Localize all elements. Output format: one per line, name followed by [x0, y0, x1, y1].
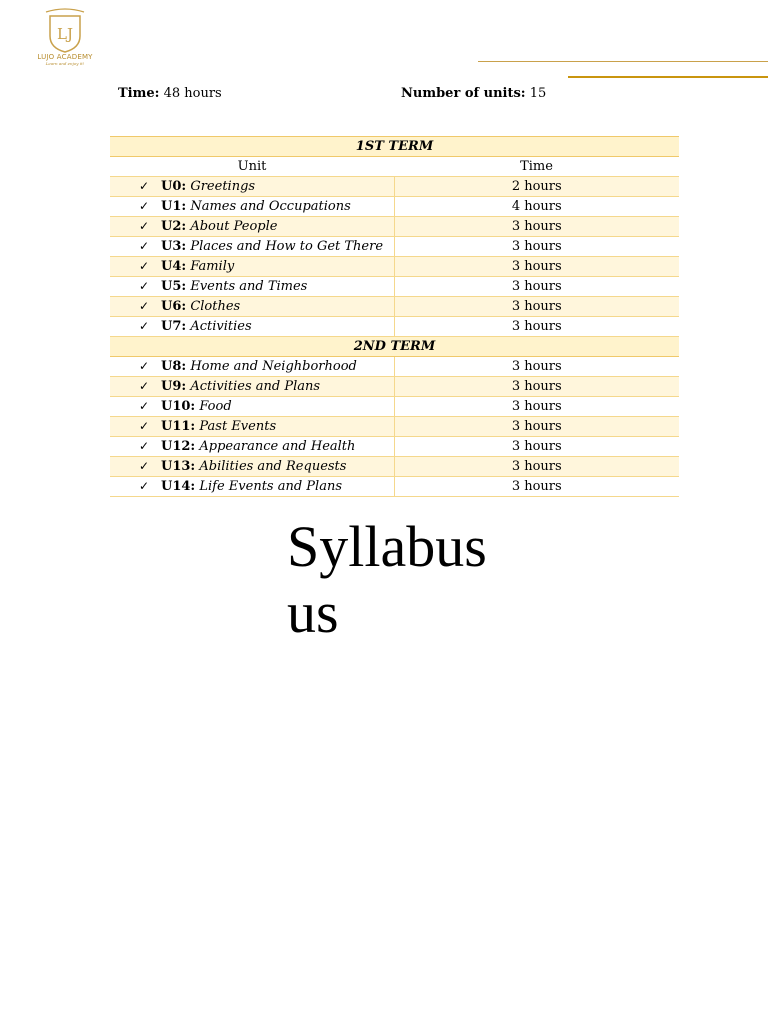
unit-cell — [110, 237, 394, 257]
unit-time: 3 hours — [394, 217, 679, 237]
column-header-row — [110, 157, 679, 177]
unit-title: Events and Times — [190, 279, 308, 294]
logo-monogram: LJ — [57, 25, 73, 43]
unit-row — [110, 457, 679, 477]
unit-time: 3 hours — [394, 297, 679, 317]
checkmark-icon: ✓ — [139, 379, 150, 393]
unit-cell — [110, 457, 394, 477]
unit-code: U7: — [161, 319, 187, 334]
unit-code: U12: — [161, 439, 196, 454]
syllabus-table — [110, 136, 679, 497]
total-time — [118, 86, 222, 101]
unit-time: 3 hours — [394, 397, 679, 417]
checkmark-icon: ✓ — [139, 259, 150, 273]
unit-title: Names and Occupations — [190, 199, 351, 214]
unit-row — [110, 477, 679, 497]
unit-title: Family — [190, 259, 235, 274]
unit-time: 3 hours — [394, 457, 679, 477]
unit-time: 3 hours — [394, 417, 679, 437]
unit-title: Clothes — [190, 299, 241, 314]
crest-icon — [40, 8, 90, 54]
units-value: 15 — [529, 86, 547, 101]
unit-code: U8: — [161, 359, 187, 374]
header-rule-top — [478, 61, 768, 62]
unit-cell — [110, 257, 394, 277]
checkmark-icon: ✓ — [139, 279, 150, 293]
unit-row — [110, 197, 679, 217]
checkmark-icon: ✓ — [139, 239, 150, 253]
unit-title: Food — [199, 399, 232, 414]
unit-count — [401, 86, 546, 101]
unit-column-header: Unit — [110, 157, 394, 177]
term-heading-row — [110, 337, 679, 357]
unit-cell — [110, 317, 394, 337]
time-column-header: Time — [394, 157, 679, 177]
unit-title: About People — [190, 219, 278, 234]
unit-time: 4 hours — [394, 197, 679, 217]
units-label: Number of units: — [401, 86, 526, 101]
header-rule-bottom — [568, 76, 768, 78]
unit-title: Life Events and Plans — [199, 479, 343, 494]
syllabus-title: Syllabus us — [287, 514, 487, 645]
checkmark-icon: ✓ — [139, 359, 150, 373]
checkmark-icon: ✓ — [139, 199, 150, 213]
unit-cell — [110, 377, 394, 397]
term-2-heading: 2ND TERM — [110, 337, 679, 357]
unit-title: Past Events — [199, 419, 277, 434]
unit-time: 3 hours — [394, 377, 679, 397]
unit-code: U0: — [161, 179, 187, 194]
checkmark-icon: ✓ — [139, 419, 150, 433]
unit-time: 2 hours — [394, 177, 679, 197]
unit-row — [110, 317, 679, 337]
unit-cell — [110, 197, 394, 217]
unit-cell — [110, 477, 394, 497]
checkmark-icon: ✓ — [139, 299, 150, 313]
unit-cell — [110, 217, 394, 237]
unit-code: U13: — [161, 459, 196, 474]
checkmark-icon: ✓ — [139, 179, 150, 193]
unit-row — [110, 297, 679, 317]
time-value: 48 hours — [163, 86, 222, 101]
logo-tagline: Learn and enjoy it! — [45, 61, 85, 66]
unit-row — [110, 417, 679, 437]
unit-code: U5: — [161, 279, 187, 294]
term-1-heading: 1ST TERM — [110, 137, 679, 157]
checkmark-icon: ✓ — [139, 319, 150, 333]
time-label: Time: — [118, 86, 160, 101]
unit-row — [110, 237, 679, 257]
unit-title: Abilities and Requests — [199, 459, 347, 474]
unit-code: U2: — [161, 219, 187, 234]
unit-code: U4: — [161, 259, 187, 274]
checkmark-icon: ✓ — [139, 459, 150, 473]
unit-code: U10: — [161, 399, 196, 414]
checkmark-icon: ✓ — [139, 479, 150, 493]
term-heading-row — [110, 137, 679, 157]
unit-code: U3: — [161, 239, 187, 254]
unit-cell — [110, 397, 394, 417]
unit-row — [110, 217, 679, 237]
unit-code: U11: — [161, 419, 196, 434]
unit-code: U6: — [161, 299, 187, 314]
unit-row — [110, 257, 679, 277]
unit-cell — [110, 297, 394, 317]
unit-row — [110, 277, 679, 297]
unit-time: 3 hours — [394, 257, 679, 277]
academy-logo — [34, 8, 96, 70]
unit-title: Appearance and Health — [199, 439, 356, 454]
checkmark-icon: ✓ — [139, 399, 150, 413]
logo-name: LUJO ACADEMY — [37, 53, 93, 61]
unit-time: 3 hours — [394, 317, 679, 337]
unit-title: Activities and Plans — [190, 379, 321, 394]
checkmark-icon: ✓ — [139, 219, 150, 233]
unit-time: 3 hours — [394, 277, 679, 297]
unit-time: 3 hours — [394, 357, 679, 377]
unit-code: U14: — [161, 479, 196, 494]
unit-row — [110, 177, 679, 197]
unit-cell — [110, 177, 394, 197]
unit-code: U1: — [161, 199, 187, 214]
unit-time: 3 hours — [394, 237, 679, 257]
unit-row — [110, 437, 679, 457]
unit-time: 3 hours — [394, 437, 679, 457]
checkmark-icon: ✓ — [139, 439, 150, 453]
unit-time: 3 hours — [394, 477, 679, 497]
unit-cell — [110, 417, 394, 437]
unit-cell — [110, 357, 394, 377]
unit-title: Places and How to Get There — [190, 239, 384, 254]
unit-cell — [110, 277, 394, 297]
unit-row — [110, 357, 679, 377]
unit-row — [110, 397, 679, 417]
unit-title: Activities — [190, 319, 252, 334]
unit-title: Greetings — [190, 179, 256, 194]
unit-row — [110, 377, 679, 397]
unit-title: Home and Neighborhood — [190, 359, 357, 374]
unit-cell — [110, 437, 394, 457]
unit-code: U9: — [161, 379, 187, 394]
